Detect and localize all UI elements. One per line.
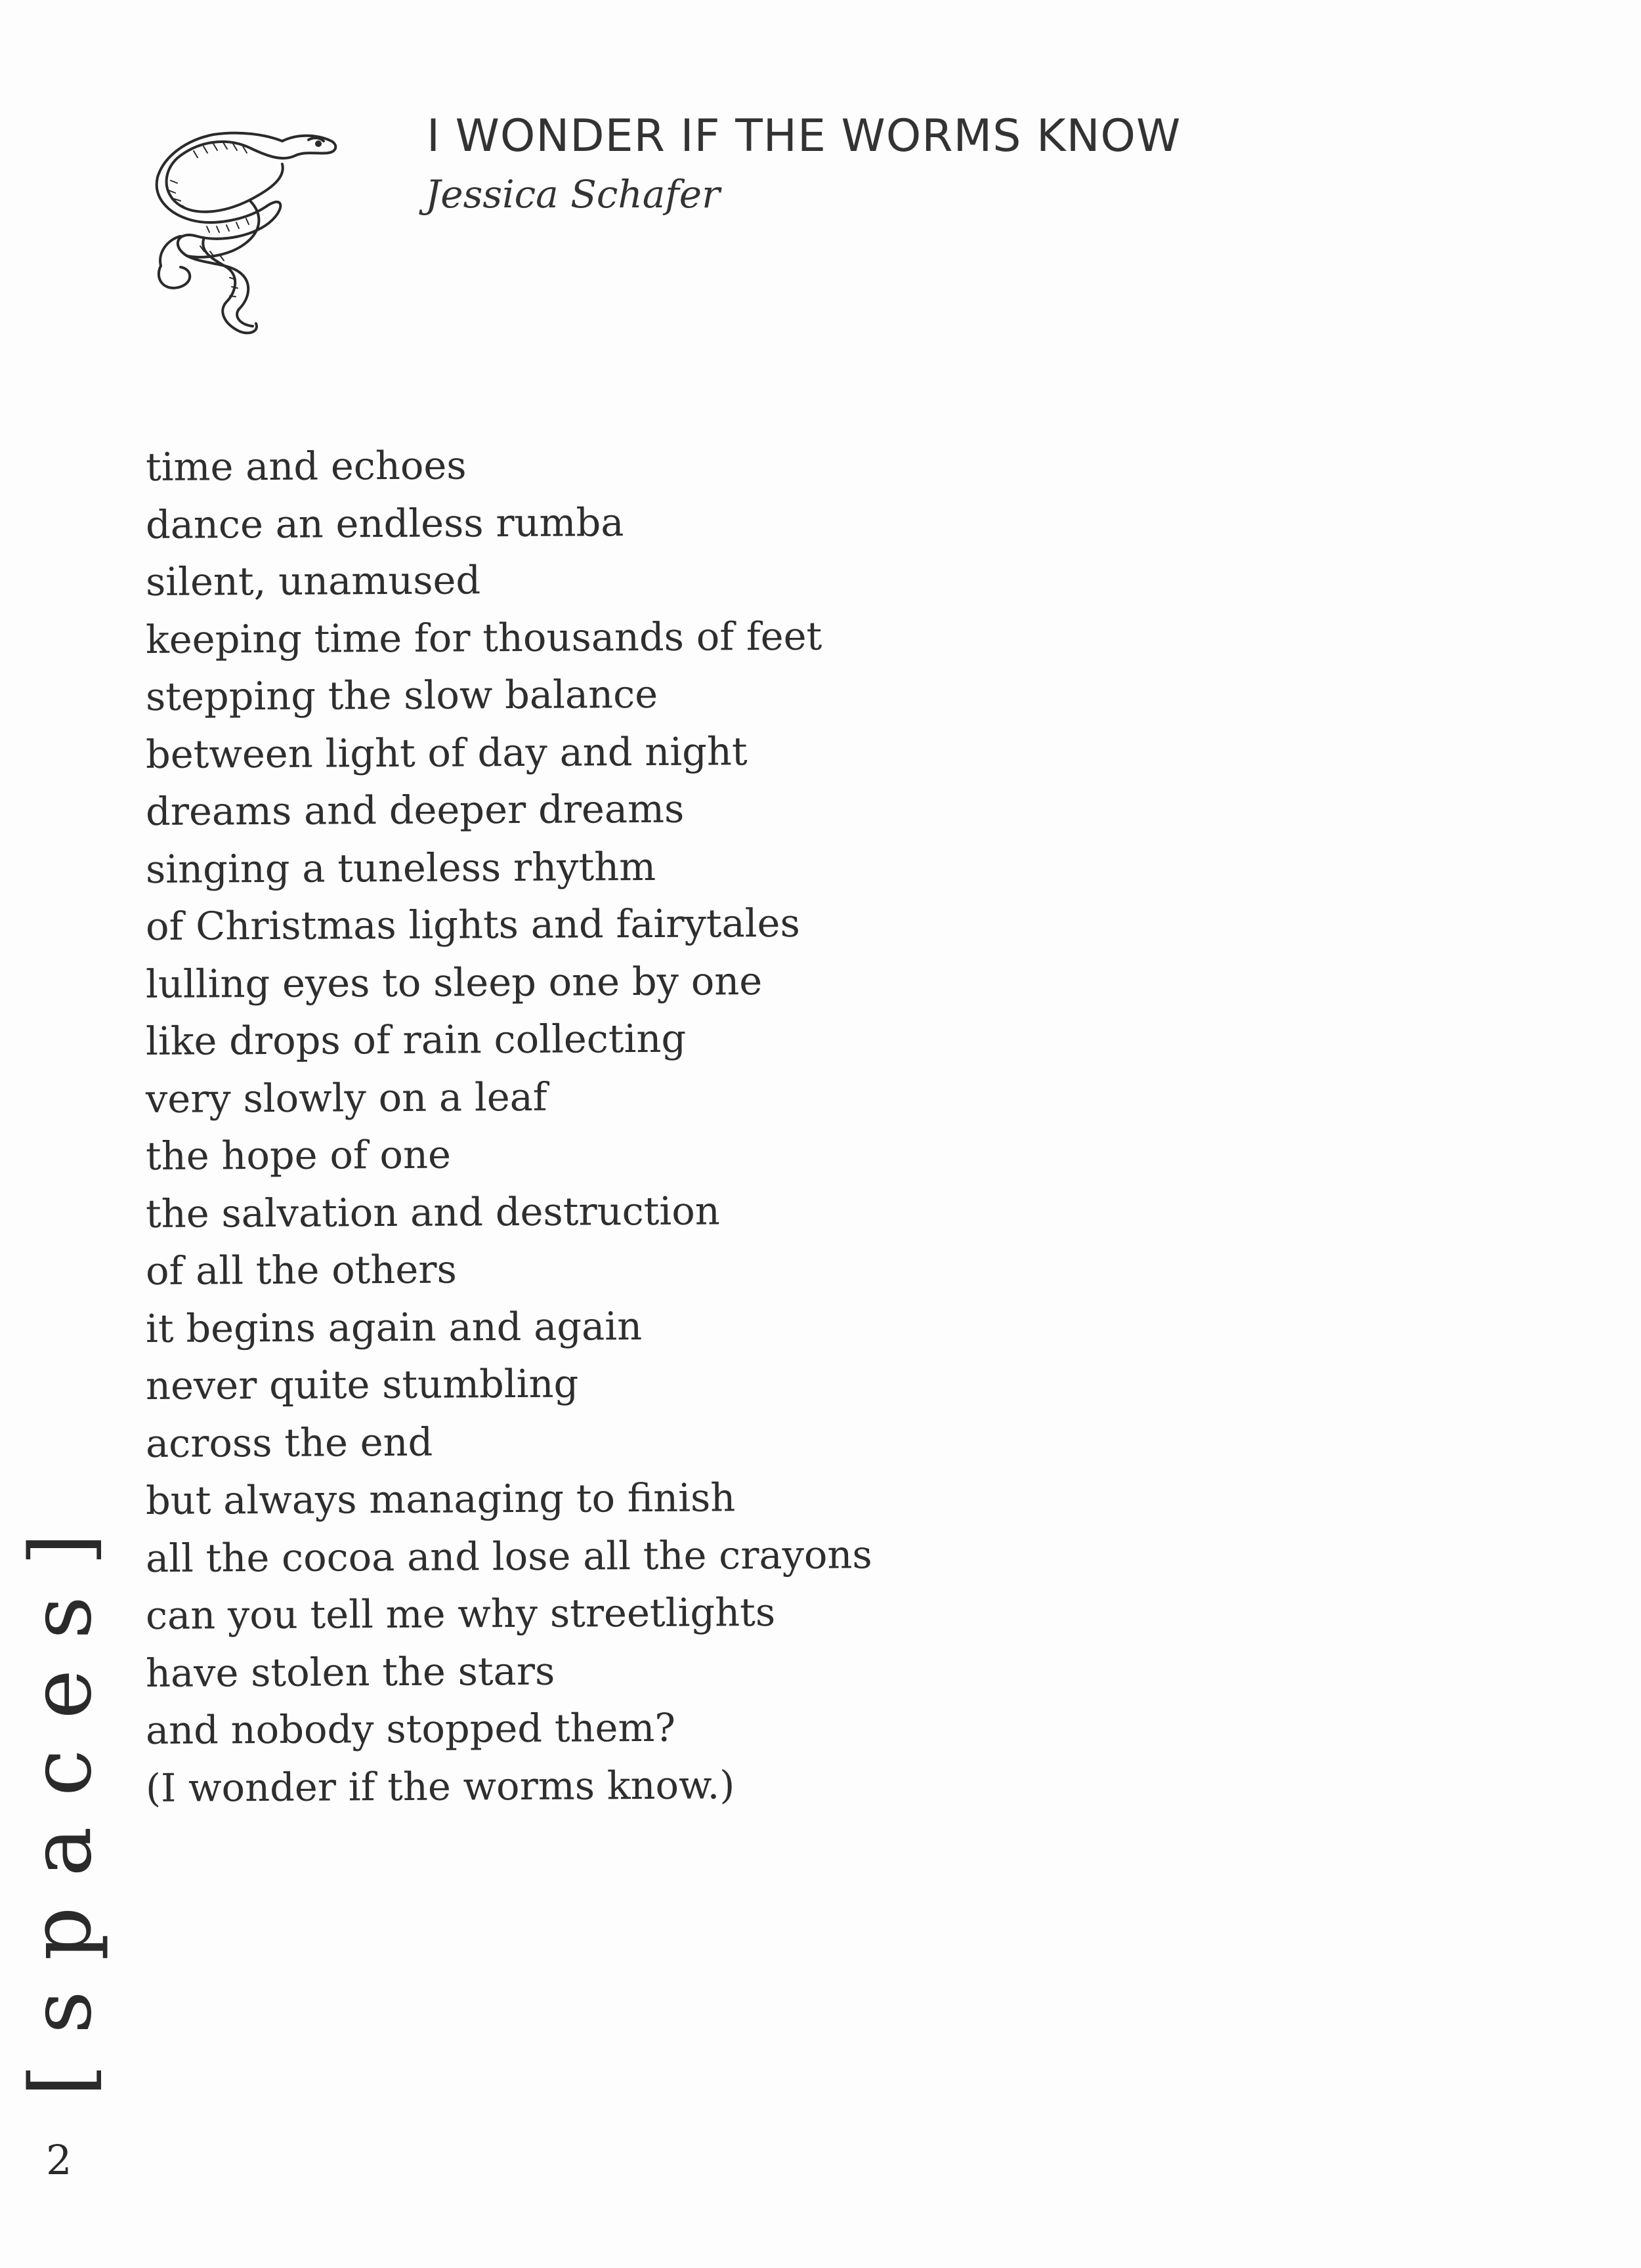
poem-line: and nobody stopped them? (145, 1704, 676, 1753)
poem-line: never quite stumbling (145, 1360, 579, 1408)
poem-line: can you tell me why streetlights (145, 1589, 776, 1638)
poem-body (146, 438, 872, 1816)
page-number: 2 (46, 2136, 72, 2184)
poem-line: across the end (145, 1419, 433, 1466)
poem-line: stepping the slow balance (145, 671, 658, 719)
poem-line: the hope of one (145, 1131, 452, 1179)
poem-line: of all the others (145, 1246, 457, 1293)
serpent-ornament-icon (141, 115, 364, 338)
poem-line: between light of day and night (145, 728, 748, 777)
poem-line: all the cocoa and lose all the crayons (145, 1531, 872, 1581)
poem-line: singing a tuneless rhythm (145, 843, 656, 892)
poem-line: the salvation and destruction (145, 1187, 720, 1236)
poem-line: time and echoes (145, 442, 467, 490)
poem-line: (I wonder if the worms know.) (145, 1761, 735, 1811)
poem-line: dance an endless rumba (145, 499, 624, 547)
poem-line: of Christmas lights and fairytales (145, 900, 800, 949)
poem-line: very slowly on a leaf (145, 1074, 547, 1122)
poem-author: Jessica Schafer (425, 172, 720, 217)
poem-line: silent, unamused (145, 557, 481, 604)
poem-line: like drops of rain collecting (145, 1015, 687, 1064)
poem-line: lulling eyes to sleep one by one (145, 957, 763, 1007)
poem-line: dreams and deeper dreams (145, 786, 685, 834)
magazine-name: [spaces] (12, 1503, 110, 2097)
poem-title: I WONDER IF THE WORMS KNOW (427, 110, 1182, 162)
poem-line: it begins again and again (145, 1303, 643, 1351)
poem-line: keeping time for thousands of feet (145, 613, 822, 662)
poem-line: have stolen the stars (145, 1648, 555, 1696)
poem-line: but always managing to finish (145, 1475, 736, 1523)
